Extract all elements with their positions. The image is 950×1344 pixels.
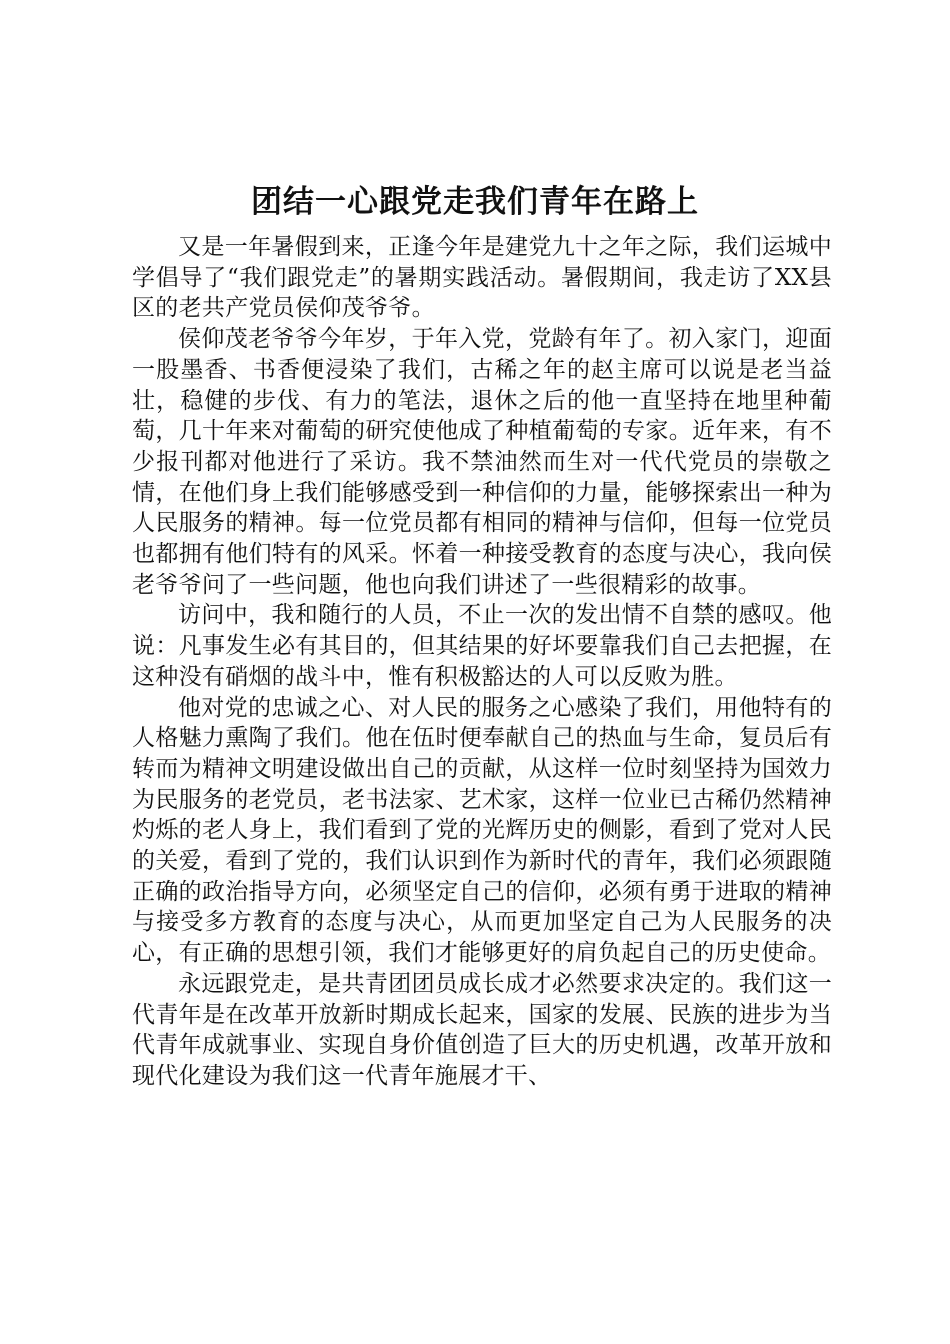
paragraph-1: 又是一年暑假到来，正逢今年是建党九十之年之际，我们运城中学倡导了“我们跟党走”的暑期实践活动。暑假期间，我走访了XX县区的老共产党员侯仰茂爷爷。 bbox=[132, 234, 832, 322]
paragraph-4: 他对党的忠诚之心、对人民的服务之心感染了我们，用他特有的人格魅力熏陶了我们。他在伍时便奉献自己的热血与生命，复员后有转而为精神文明建设做出自己的贡献，从这样一位时刻坚持为国效力为民服务的老党员，老书法家、艺术家，这样一位业已古稀仍然精神灼烁的老人身上，我们看到了党的光辉历史的侧影，看到了党对人民的关爱，看到了党的，我们认识到作为新时代的青年，我们必须跟随正确的政治指导方向，必须坚定自己的信仰，必须有勇于进取的精神与接受多方教育的态度与决心，从而更加坚定自己为人民服务的决心，有正确的思想引领，我们才能够更好的肩负起自己的历史使命。 bbox=[132, 694, 832, 967]
document-title: 团结一心跟党走我们青年在路上 bbox=[251, 184, 699, 220]
document-body bbox=[132, 232, 832, 1092]
paragraph-3: 访问中，我和随行的人员，不止一次的发出情不自禁的感叹。他说：凡事发生必有其目的，但其结果的好坏要靠我们自己去把握，在这种没有硝烟的战斗中，惟有积极豁达的人可以反败为胜。 bbox=[132, 602, 832, 690]
paragraph-5: 永远跟党走，是共青团团员成长成才必然要求决定的。我们这一代青年是在改革开放新时期成长起来，国家的发展、民族的进步为当代青年成就事业、实现自身价值创造了巨大的历史机遇，改革开放和现代化建设为我们这一代青年施展才干、 bbox=[132, 970, 832, 1089]
paragraph-2: 侯仰茂老爷爷今年岁，于年入党，党龄有年了。初入家门，迎面一股墨香、书香便浸染了我们，古稀之年的赵主席可以说是老当益壮，稳健的步伐、有力的笔法，退休之后的他一直坚持在地里种葡萄，几十年来对葡萄的研究使他成了种植葡萄的专家。近年来，有不少报刊都对他进行了采访。我不禁油然而生对一代代党员的崇敬之情，在他们身上我们能够感受到一种信仰的力量，能够探索出一种为人民服务的精神。每一位党员都有相同的精神与信仰，但每一位党员也都拥有他们特有的风采。怀着一种接受教育的态度与决心，我向侯老爷爷问了一些问题，他也向我们讲述了一些很精彩的故事。 bbox=[132, 326, 832, 598]
